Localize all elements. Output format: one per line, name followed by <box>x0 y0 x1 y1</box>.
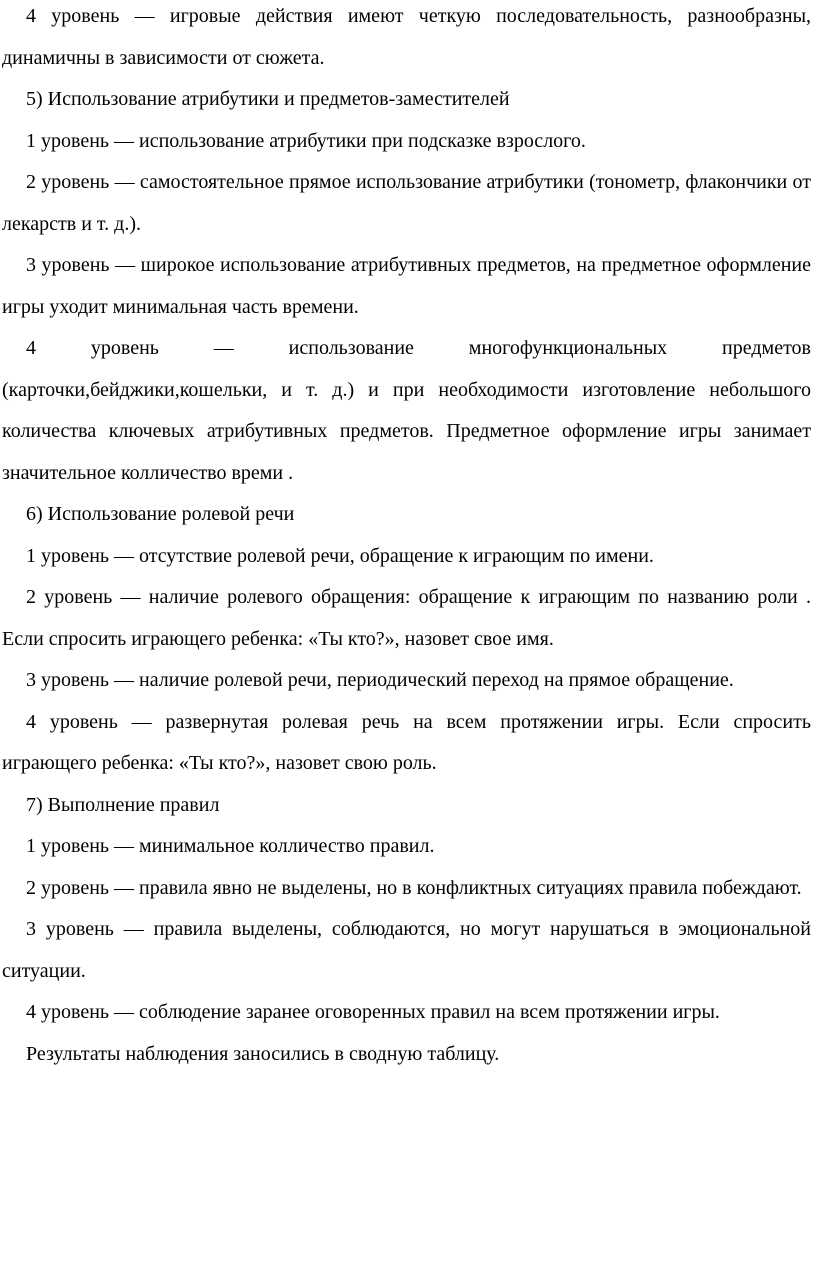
heading-attributes-usage: 5) Использование атрибутики и предметов-заместителей <box>26 88 510 110</box>
paragraph-speech-level-2: 2 уровень — наличие ролевого обращения: обращение к играющим по названию роли . Если спросить играющего ребенка: «Ты кто?», назовет свое имя. <box>2 586 811 650</box>
paragraph-attributes-level-2: 2 уровень — самостоятельное прямое использование атрибутики (тонометр, флакончики от лекарств и т. д.). <box>2 171 811 235</box>
paragraph-attributes-level-4: 4 уровень — использование многофункциональных предметов (карточки,бейджики,кошельки, и т. д.) и при необходимости изготовление небольшого количества ключевых атрибутивных предметов. Предметное оформление игры занимает значительное колличество времи . <box>2 337 811 484</box>
paragraph-speech-level-4: 4 уровень — развернутая ролевая речь на всем протяжении игры. Если спросить играющего ребенка: «Ты кто?», назовет свою роль. <box>2 710 811 774</box>
paragraph-speech-level-1: 1 уровень — отсутствие ролевой речи, обращение к играющим по имени. <box>26 544 654 567</box>
paragraph-rules-level-1: 1 уровень — минимальное колличество правил. <box>26 835 435 857</box>
paragraph-speech-level-3: 3 уровень — наличие ролевой речи, периодический переход на прямое обращение. <box>26 669 734 691</box>
paragraph-attributes-level-1: 1 уровень — использование атрибутики при подсказке взрослого. <box>26 129 586 152</box>
paragraph-rules-level-2: 2 уровень — правила явно не выделены, но в конфликтных ситуациях правила побеждают. <box>26 876 802 899</box>
heading-rules-following: 7) Выполнение правил <box>26 793 220 816</box>
paragraph-level-4-game-actions: 4 уровень — игровые действия имеют четкую последовательность, разнообразны, динамичны в зависимости от сюжета. <box>2 5 811 69</box>
paragraph-rules-level-4: 4 уровень — соблюдение заранее оговоренных правил на всем протяжении игры. <box>26 1001 720 1023</box>
heading-role-speech: 6) Использование ролевой речи <box>26 503 295 525</box>
paragraph-rules-level-3: 3 уровень — правила выделены, соблюдаются, но могут нарушаться в эмоциональной ситуации. <box>2 918 811 982</box>
paragraph-results-summary: Результаты наблюдения заносились в сводную таблицу. <box>26 1042 500 1065</box>
paragraph-attributes-level-3: 3 уровень — широкое использование атрибутивных предметов, на предметное оформление игры уходит минимальная часть времени. <box>2 254 811 318</box>
